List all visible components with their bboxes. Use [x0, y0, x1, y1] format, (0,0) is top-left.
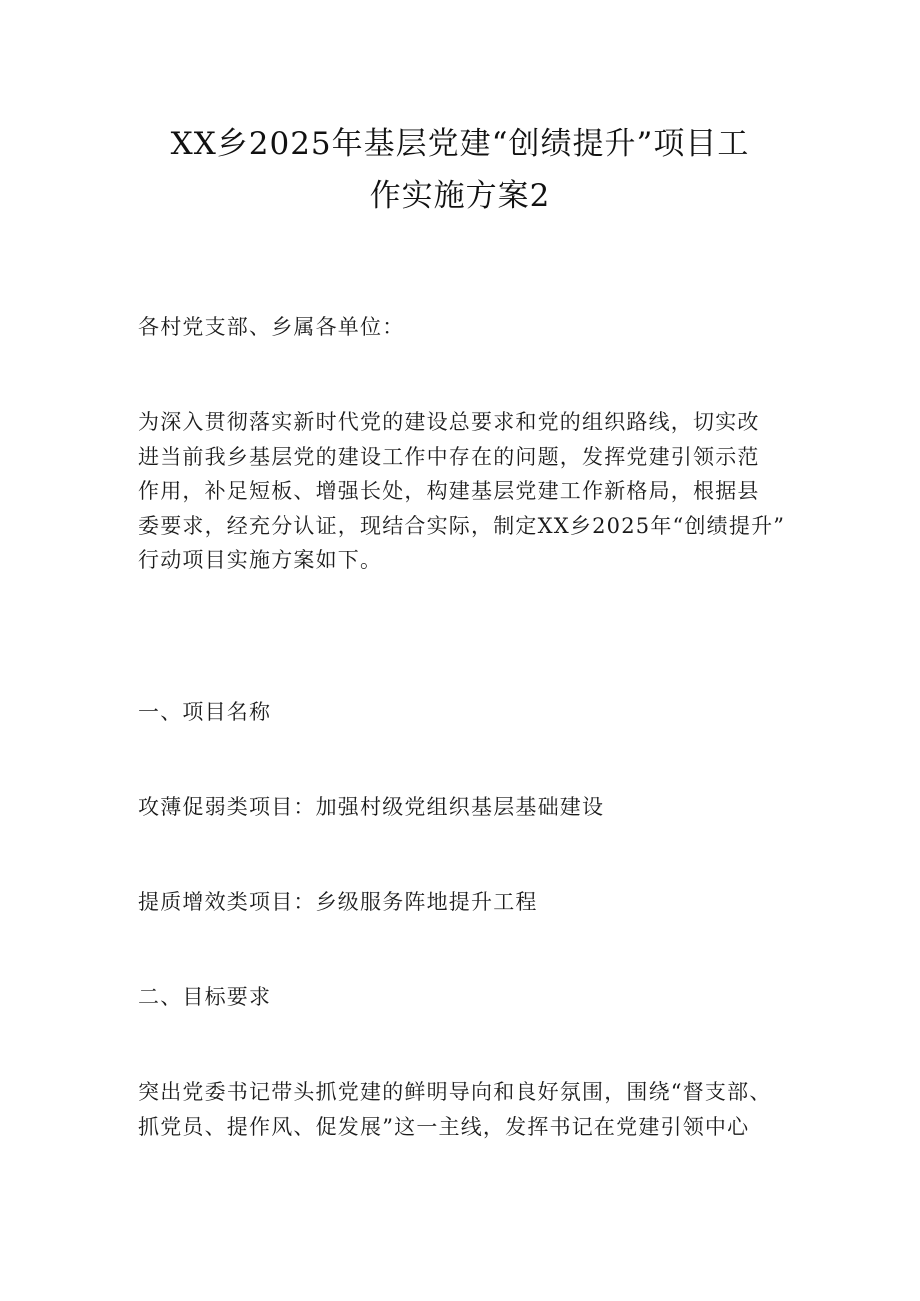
- intro-paragraph: [138, 405, 798, 578]
- goal-line-2: 抓党员、提作风、促发展”这一主线，发挥书记在党建引领中心: [138, 1114, 750, 1139]
- intro-line-4: 委要求，经充分认证，现结合实际，制定XX乡2025年“创绩提升”: [138, 513, 786, 538]
- intro-line-5: 行动项目实施方案如下。: [138, 548, 383, 572]
- intro-line-3: 作用，补足短板、增强长处，构建基层党建工作新格局，根据县: [138, 479, 760, 503]
- goal-paragraph: [138, 1075, 798, 1144]
- section-heading-1-text: 一、项目名称: [138, 700, 272, 724]
- section-heading-2-text: 二、目标要求: [138, 985, 272, 1009]
- intro-line-2: 进当前我乡基层党的建设工作中存在的问题，发挥党建引领示范: [138, 444, 760, 469]
- project-item-1: [138, 790, 798, 825]
- greeting-paragraph: [138, 310, 798, 345]
- section-heading-2: [138, 980, 798, 1015]
- project-item-1-text: 攻薄促弱类项目：加强村级党组织基层基础建设: [138, 795, 605, 819]
- project-item-2: [138, 885, 798, 920]
- title-line-1: XX乡2025年基层党建“创绩提升”项目工: [170, 126, 750, 162]
- section-heading-1: [138, 695, 798, 730]
- document-title: [120, 118, 800, 222]
- greeting-text: 各村党支部、乡属各单位：: [138, 315, 405, 339]
- title-line-2: 作实施方案2: [369, 178, 551, 214]
- intro-line-1: 为深入贯彻落实新时代党的建设总要求和党的组织路线，切实改: [138, 410, 760, 434]
- project-item-2-text: 提质增效类项目：乡级服务阵地提升工程: [138, 890, 538, 914]
- goal-line-1: 突出党委书记带头抓党建的鲜明导向和良好氛围，围绕“督支部、: [138, 1080, 772, 1104]
